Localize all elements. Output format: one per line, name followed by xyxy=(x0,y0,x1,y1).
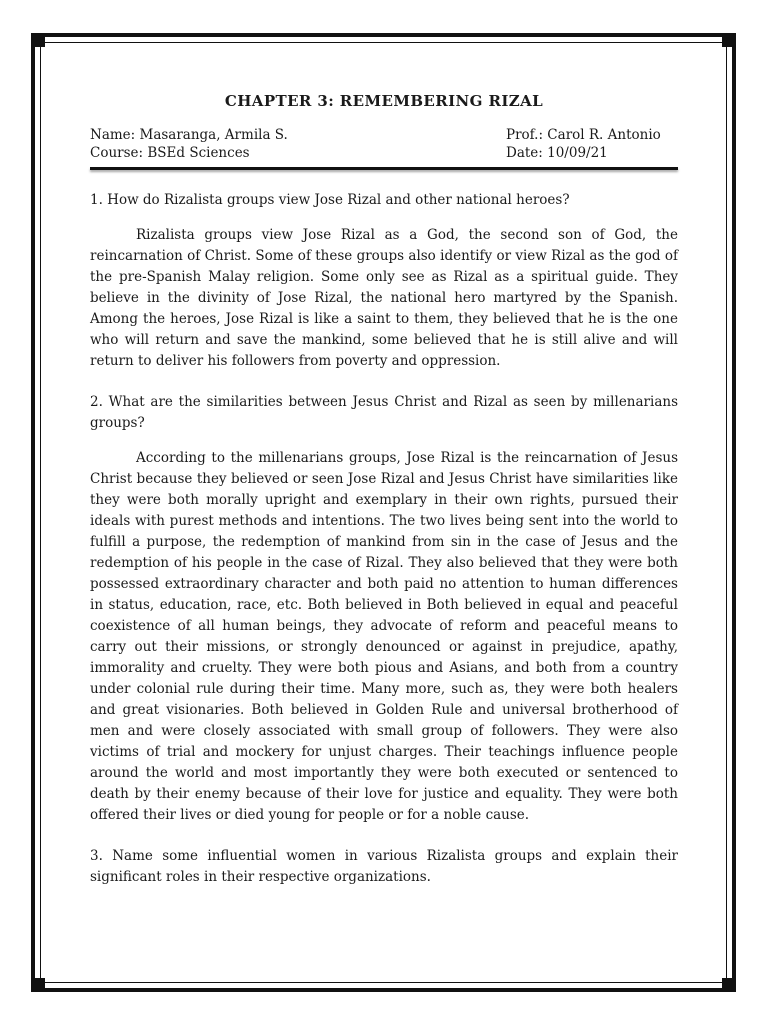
course: Course: BSEd Sciences xyxy=(90,145,250,161)
question-1: 1. How do Rizalista groups view Jose Rizal and other national heroes? xyxy=(90,192,570,208)
border-corner-ornament xyxy=(31,978,45,992)
student-name: Name: Masaranga, Armila S. xyxy=(90,127,288,143)
border-corner-ornament xyxy=(31,33,45,47)
question-2: 2. What are the similarities between Jesus Christ and Rizal as seen by millenarians groups? xyxy=(90,394,678,431)
header-divider xyxy=(90,167,678,170)
question-3: 3. Name some influential women in various Rizalista groups and explain their significant roles in their respective organizations. xyxy=(90,848,678,885)
date: Date: 10/09/21 xyxy=(506,145,608,161)
header-row-name xyxy=(90,126,678,144)
answer-1: Rizalista groups view Jose Rizal as a God, the second son of God, the reincarnation of Christ. Some of these groups also identify or view Rizal as the god of the pre-Spanish Malay religion. Some only see as Rizal as a spiritual guide. They believe in the divinity of Jose Rizal, the national hero martyred by the Spanish. Among the heroes, Jose Rizal is like a saint to them, they believed that he is the one who will return and save the mankind, some believed that he is still alive and will return to deliver his followers from poverty and oppression. xyxy=(90,227,678,369)
header-row-course xyxy=(90,144,678,162)
document-content xyxy=(90,92,678,888)
answer-2: According to the millenarians groups, Jose Rizal is the reincarnation of Jesus Christ because they believed or seen Jose Rizal and Jesus Christ have similarities like they were both morally upright and exemplary in their own rights, pursued their ideals with purest methods and intentions. The two lives being sent into the world to fulfill a purpose, the redemption of mankind from sin in the case of Jesus and the redemption of his people in the case of Rizal. They also believed that they were both possessed extraordinary character and both paid no attention to human differences in status, education, race, etc. Both believed in Both believed in equal and peaceful coexistence of all human beings, they advocate of reform and peaceful means to carry out their missions, or strongly denounced or against in prejudice, apathy, immorality and cruelty. They were both pious and Asians, and both from a country under colonial rule during their time. Many more, such as, they were both healers and great visionaries. Both believed in Golden Rule and universal brotherhood of men and were closely associated with small group of followers. They were also victims of trial and mockery for unjust charges. Their teachings influence people around the world and most importantly they were both executed or sentenced to death by their enemy because of their love for justice and equality. They were both offered their lives or died young for people or for a noble cause. xyxy=(90,450,678,823)
professor-name: Prof.: Carol R. Antonio xyxy=(506,127,661,143)
page-title: CHAPTER 3: REMEMBERING RIZAL xyxy=(224,92,544,110)
border-corner-ornament xyxy=(722,978,736,992)
border-corner-ornament xyxy=(722,33,736,47)
